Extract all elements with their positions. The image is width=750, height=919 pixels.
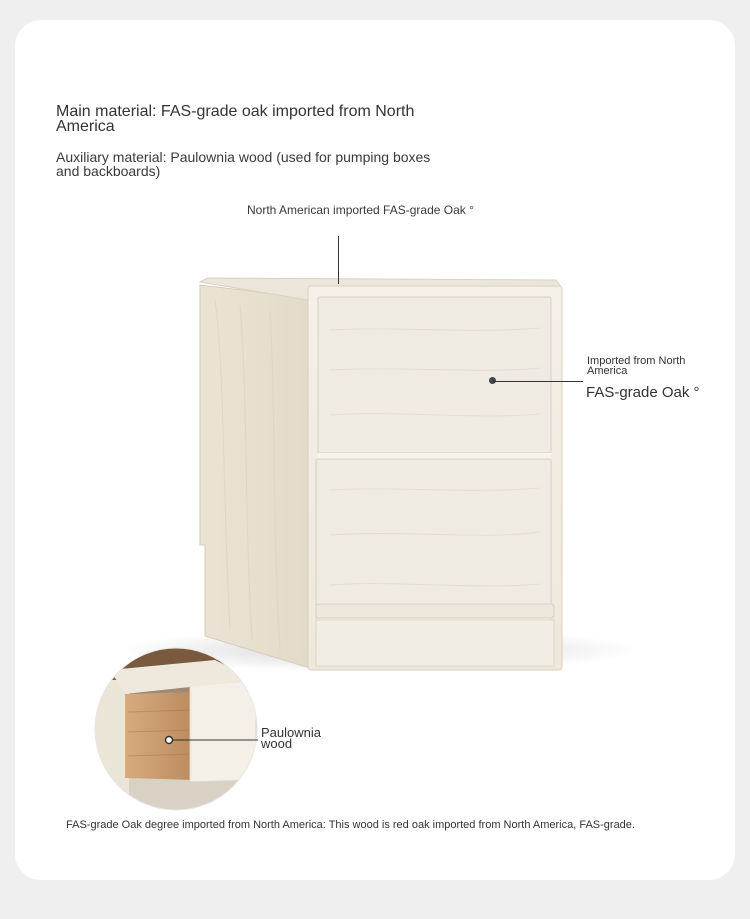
cabinet-side-panel [200, 285, 316, 670]
right-callout-grade: FAS-grade Oak ° [586, 384, 700, 401]
right-callout-leader [493, 381, 583, 382]
drawer-detail-inset [90, 645, 270, 815]
paulownia-marker-dot [166, 737, 173, 744]
top-callout-leader [338, 236, 339, 284]
main-material-text: Main material: FAS-grade oak imported from North America [56, 103, 415, 135]
right-callout-origin: Imported from North America [587, 355, 686, 377]
auxiliary-material-text: Auxiliary material: Paulownia wood (used for pumping boxes and backboards) [56, 149, 431, 179]
upper-drawer [318, 297, 551, 453]
footnote-text: FAS-grade Oak degree imported from North America: This wood is red oak imported from North America, FAS-grade. [66, 819, 635, 831]
top-callout-label: North American imported FAS-grade Oak ° [247, 203, 474, 217]
lower-drawer [316, 459, 551, 621]
cabinet-base-rail [316, 604, 554, 618]
paulownia-callout-label: Paulownia wood [261, 725, 321, 751]
